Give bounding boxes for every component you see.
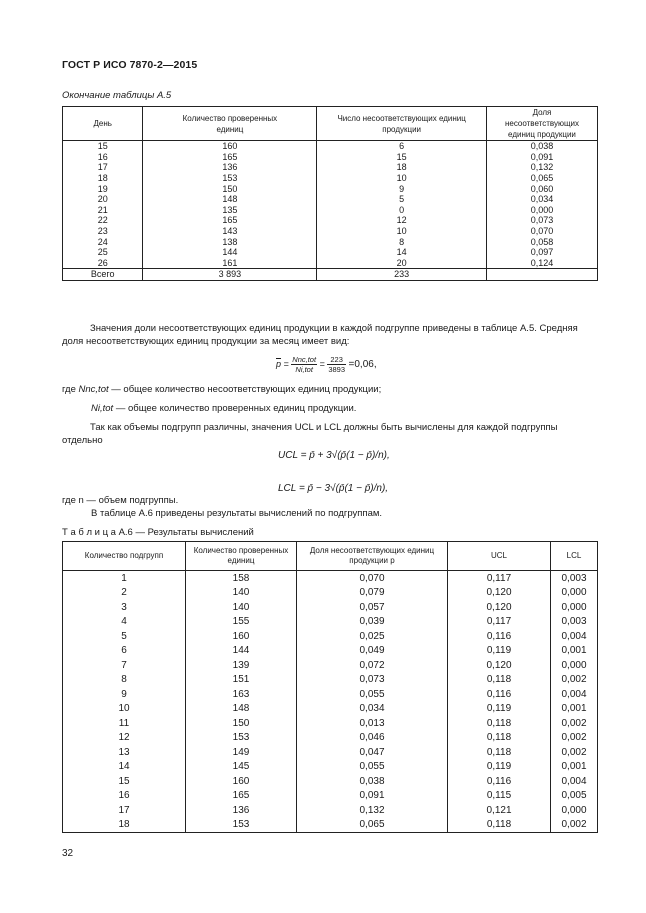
cell-inspected: 155 <box>186 615 297 630</box>
table-a6 <box>62 541 598 833</box>
cell-subgroup: 10 <box>63 702 186 717</box>
cell-inspected: 149 <box>186 745 297 760</box>
cell-inspected: 153 <box>186 731 297 746</box>
formula-numerator-value: 223 <box>327 355 346 365</box>
cell-subgroup: 7 <box>63 658 186 673</box>
cell-inspected: 165 <box>143 152 317 163</box>
table-row <box>63 600 598 615</box>
formula-symbolic-fraction <box>291 355 317 374</box>
cell-nonconforming: 0 <box>317 205 487 216</box>
cell-fraction: 0,072 <box>297 658 448 673</box>
cell-fraction: 0,049 <box>297 644 448 659</box>
cell-lcl: 0,001 <box>551 644 598 659</box>
total-inspected: 3 893 <box>143 269 317 281</box>
cell-nonconforming: 15 <box>317 152 487 163</box>
cell-subgroup: 16 <box>63 789 186 804</box>
cell-lcl: 0,000 <box>551 803 598 818</box>
cell-nonconforming: 10 <box>317 226 487 237</box>
cell-inspected: 136 <box>143 162 317 173</box>
cell-nonconforming: 8 <box>317 236 487 247</box>
cell-lcl: 0,004 <box>551 629 598 644</box>
cell-inspected: 163 <box>186 687 297 702</box>
cell-fraction: 0,055 <box>297 687 448 702</box>
table-row <box>63 818 598 833</box>
cell-inspected: 150 <box>143 183 317 194</box>
cell-fraction: 0,070 <box>486 226 597 237</box>
cell-inspected: 144 <box>143 247 317 258</box>
cell-lcl: 0,004 <box>551 687 598 702</box>
cell-inspected: 144 <box>186 644 297 659</box>
cell-fraction: 0,070 <box>297 571 448 586</box>
cell-day: 24 <box>63 236 143 247</box>
table-row <box>63 215 598 226</box>
cell-inspected: 135 <box>143 205 317 216</box>
cell-lcl: 0,003 <box>551 571 598 586</box>
cell-day: 23 <box>63 226 143 237</box>
cell-nonconforming: 9 <box>317 183 487 194</box>
column-header-day: День <box>63 107 143 141</box>
cell-inspected: 143 <box>143 226 317 237</box>
cell-nonconforming: 6 <box>317 141 487 152</box>
cell-fraction: 0,025 <box>297 629 448 644</box>
cell-inspected: 161 <box>143 258 317 269</box>
cell-fraction: 0,055 <box>297 760 448 775</box>
cell-inspected: 160 <box>186 629 297 644</box>
cell-fraction: 0,039 <box>297 615 448 630</box>
formula-lcl: LCL = p̄ − 3√(p̄(1 − p̄)/n), <box>278 483 389 494</box>
cell-fraction: 0,057 <box>297 600 448 615</box>
document-header: ГОСТ Р ИСО 7870-2—2015 <box>62 59 198 71</box>
table-row <box>63 247 598 258</box>
cell-ucl: 0,118 <box>448 818 551 833</box>
cell-nonconforming: 5 <box>317 194 487 205</box>
cell-subgroup: 4 <box>63 615 186 630</box>
cell-inspected: 150 <box>186 716 297 731</box>
where-nnc <box>62 383 381 396</box>
cell-fraction: 0,132 <box>297 803 448 818</box>
cell-subgroup: 5 <box>63 629 186 644</box>
table-row <box>63 702 598 717</box>
cell-fraction: 0,079 <box>297 586 448 601</box>
cell-ucl: 0,118 <box>448 731 551 746</box>
column-header-fraction: Доля несоответствующих единиц продукции p <box>297 542 448 571</box>
cell-subgroup: 1 <box>63 571 186 586</box>
table-row <box>63 745 598 760</box>
table-a5 <box>62 106 598 281</box>
table-row <box>63 774 598 789</box>
cell-subgroup: 2 <box>63 586 186 601</box>
table-a5-total-row <box>63 269 598 281</box>
cell-inspected: 160 <box>143 141 317 152</box>
cell-nonconforming: 18 <box>317 162 487 173</box>
cell-lcl: 0,002 <box>551 745 598 760</box>
table-row <box>63 236 598 247</box>
cell-ucl: 0,116 <box>448 687 551 702</box>
paragraph-results: В таблице А.6 приведены результаты вычислений по подгруппам. <box>91 508 383 519</box>
column-header-inspected: Количество проверенных единиц <box>186 542 297 571</box>
where-ni-text: — общее количество проверенных единиц продукции. <box>115 403 357 414</box>
paragraph-control-limits: Так как объемы подгрупп различны, значения UCL и LCL должны быть вычислены для каждой подгруппы отдельно <box>62 422 558 446</box>
table-row <box>63 615 598 630</box>
cell-fraction: 0,065 <box>486 173 597 184</box>
where-ni-symbol: Ni,tot <box>91 403 114 414</box>
cell-inspected: 158 <box>186 571 297 586</box>
cell-subgroup: 12 <box>63 731 186 746</box>
table-row <box>63 586 598 601</box>
cell-fraction: 0,060 <box>486 183 597 194</box>
table-row <box>63 183 598 194</box>
cell-subgroup: 13 <box>63 745 186 760</box>
cell-lcl: 0,002 <box>551 731 598 746</box>
table-row <box>63 258 598 269</box>
cell-fraction: 0,046 <box>297 731 448 746</box>
cell-fraction: 0,034 <box>297 702 448 717</box>
cell-ucl: 0,120 <box>448 600 551 615</box>
cell-subgroup: 14 <box>63 760 186 775</box>
table-row <box>63 226 598 237</box>
column-header-lcl: LCL <box>551 542 598 571</box>
column-header-subgroup: Количество подгрупп <box>63 542 186 571</box>
cell-day: 22 <box>63 215 143 226</box>
cell-ucl: 0,116 <box>448 629 551 644</box>
cell-day: 25 <box>63 247 143 258</box>
table-a6-caption: Т а б л и ц а А.6 — Результаты вычислений <box>62 527 254 538</box>
cell-lcl: 0,000 <box>551 658 598 673</box>
cell-day: 19 <box>63 183 143 194</box>
table-row <box>63 789 598 804</box>
formula-denominator-value: 3893 <box>328 365 345 374</box>
table-row <box>63 152 598 163</box>
cell-lcl: 0,004 <box>551 774 598 789</box>
table-row <box>63 673 598 688</box>
table-row <box>63 644 598 659</box>
formula-result: =0,06, <box>348 358 377 370</box>
cell-day: 21 <box>63 205 143 216</box>
formula-mean-p: $\overline{p}$ = $\frac{\text{Nnc,tot}}{\text{Ni,tot}}$ = $\frac{223}{3893}$ =0,06, <box>276 355 377 374</box>
cell-ucl: 0,116 <box>448 774 551 789</box>
cell-lcl: 0,002 <box>551 818 598 833</box>
cell-subgroup: 8 <box>63 673 186 688</box>
formula-denominator-symbol: Ni,tot <box>295 365 313 374</box>
cell-ucl: 0,120 <box>448 658 551 673</box>
cell-lcl: 0,002 <box>551 673 598 688</box>
table-row <box>63 162 598 173</box>
cell-day: 26 <box>63 258 143 269</box>
table-row <box>63 658 598 673</box>
table-row <box>63 173 598 184</box>
column-header-ucl: UCL <box>448 542 551 571</box>
total-nonconforming: 233 <box>317 269 487 281</box>
cell-fraction: 0,038 <box>486 141 597 152</box>
cell-day: 16 <box>63 152 143 163</box>
cell-inspected: 145 <box>186 760 297 775</box>
cell-day: 20 <box>63 194 143 205</box>
column-header-inspected: Количество проверенных единиц <box>143 107 317 141</box>
cell-inspected: 148 <box>186 702 297 717</box>
cell-subgroup: 9 <box>63 687 186 702</box>
page-number: 32 <box>62 848 74 859</box>
cell-day: 17 <box>63 162 143 173</box>
column-header-nonconforming-fraction: Доля несоответствующих единиц продукции <box>486 107 597 141</box>
cell-nonconforming: 20 <box>317 258 487 269</box>
paragraph-mean-fraction: Значения доли несоответствующих единиц продукции в каждой подгруппе приведены в таблице А.5. Средняя доля несоответствующих единиц продукции за месяц имеет вид: <box>62 323 578 347</box>
cell-inspected: 165 <box>143 215 317 226</box>
table-a5-header-row <box>63 107 598 141</box>
where-n: где n — объем подгруппы. <box>62 495 179 506</box>
cell-inspected: 153 <box>186 818 297 833</box>
cell-inspected: 136 <box>186 803 297 818</box>
cell-ucl: 0,118 <box>448 673 551 688</box>
cell-lcl: 0,001 <box>551 760 598 775</box>
formula-numeric-fraction <box>327 355 346 374</box>
cell-subgroup: 11 <box>63 716 186 731</box>
cell-nonconforming: 14 <box>317 247 487 258</box>
table-row <box>63 760 598 775</box>
cell-fraction: 0,073 <box>297 673 448 688</box>
total-fraction <box>486 269 597 281</box>
cell-ucl: 0,119 <box>448 702 551 717</box>
cell-ucl: 0,120 <box>448 586 551 601</box>
cell-ucl: 0,117 <box>448 615 551 630</box>
cell-inspected: 151 <box>186 673 297 688</box>
table-row <box>63 194 598 205</box>
cell-inspected: 148 <box>143 194 317 205</box>
cell-fraction: 0,034 <box>486 194 597 205</box>
formula-ucl: UCL = p̄ + 3√(p̄(1 − p̄)/n), <box>278 450 390 461</box>
cell-lcl: 0,005 <box>551 789 598 804</box>
cell-ucl: 0,121 <box>448 803 551 818</box>
cell-inspected: 140 <box>186 586 297 601</box>
cell-subgroup: 17 <box>63 803 186 818</box>
where-ni <box>91 402 356 415</box>
cell-ucl: 0,115 <box>448 789 551 804</box>
cell-fraction: 0,047 <box>297 745 448 760</box>
cell-lcl: 0,001 <box>551 702 598 717</box>
cell-ucl: 0,119 <box>448 644 551 659</box>
cell-fraction: 0,013 <box>297 716 448 731</box>
cell-fraction: 0,124 <box>486 258 597 269</box>
cell-ucl: 0,117 <box>448 571 551 586</box>
table-row <box>63 716 598 731</box>
cell-fraction: 0,097 <box>486 247 597 258</box>
where-nnc-text: — общее количество несоответствующих единиц продукции; <box>111 384 382 395</box>
cell-nonconforming: 10 <box>317 173 487 184</box>
cell-lcl: 0,000 <box>551 586 598 601</box>
cell-subgroup: 3 <box>63 600 186 615</box>
table-row <box>63 571 598 586</box>
cell-inspected: 160 <box>186 774 297 789</box>
cell-fraction: 0,073 <box>486 215 597 226</box>
cell-fraction: 0,091 <box>486 152 597 163</box>
cell-inspected: 165 <box>186 789 297 804</box>
cell-fraction: 0,038 <box>297 774 448 789</box>
formula-numerator-symbol: Nnc,tot <box>292 355 317 364</box>
cell-nonconforming: 12 <box>317 215 487 226</box>
total-label: Всего <box>63 269 143 281</box>
table-row <box>63 141 598 152</box>
cell-fraction: 0,000 <box>486 205 597 216</box>
cell-fraction: 0,065 <box>297 818 448 833</box>
cell-day: 18 <box>63 173 143 184</box>
cell-inspected: 139 <box>186 658 297 673</box>
table-row <box>63 687 598 702</box>
cell-fraction: 0,058 <box>486 236 597 247</box>
cell-inspected: 140 <box>186 600 297 615</box>
cell-subgroup: 18 <box>63 818 186 833</box>
cell-ucl: 0,118 <box>448 745 551 760</box>
table-row <box>63 629 598 644</box>
cell-day: 15 <box>63 141 143 152</box>
cell-fraction: 0,091 <box>297 789 448 804</box>
table-a5-caption: Окончание таблицы А.5 <box>62 90 172 101</box>
cell-fraction: 0,132 <box>486 162 597 173</box>
cell-subgroup: 6 <box>63 644 186 659</box>
cell-ucl: 0,119 <box>448 760 551 775</box>
cell-inspected: 138 <box>143 236 317 247</box>
column-header-nonconforming-count: Число несоответствующих единиц продукции <box>317 107 487 141</box>
table-a6-header-row <box>63 542 598 571</box>
table-row <box>63 205 598 216</box>
where-nnc-symbol: Nnc,tot <box>78 384 109 395</box>
cell-lcl: 0,002 <box>551 716 598 731</box>
cell-lcl: 0,003 <box>551 615 598 630</box>
table-row <box>63 803 598 818</box>
cell-ucl: 0,118 <box>448 716 551 731</box>
where-prefix: где <box>62 384 76 395</box>
cell-inspected: 153 <box>143 173 317 184</box>
cell-lcl: 0,000 <box>551 600 598 615</box>
cell-subgroup: 15 <box>63 774 186 789</box>
table-row <box>63 731 598 746</box>
